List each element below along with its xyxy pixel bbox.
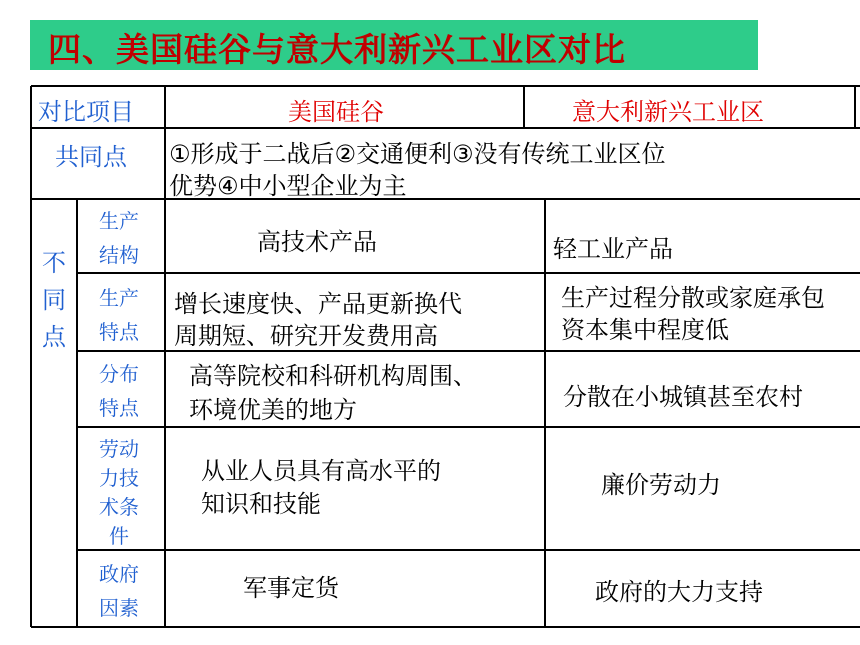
- it-cell-text: 政府的大力支持: [595, 578, 763, 606]
- common-text-line1: ①形成于二战后②交通便利③没有传统工业区位: [169, 140, 666, 168]
- row-label: 特点: [99, 396, 139, 420]
- row-label: 政府: [99, 562, 139, 586]
- row-label: 生产: [99, 286, 139, 310]
- row-label: 劳动: [99, 437, 139, 461]
- row-label: 因素: [99, 596, 139, 620]
- row-label: 力技: [99, 466, 139, 490]
- it-cell-text: 廉价劳动力: [601, 471, 721, 499]
- common-label: 共同点: [55, 143, 127, 171]
- us-cell-text: 高技术产品: [257, 228, 377, 256]
- it-cell-text: 轻工业产品: [553, 235, 673, 263]
- it-cell-text: 资本集中程度低: [561, 316, 729, 344]
- row-label: 术条: [99, 495, 139, 519]
- us-cell-text: 增长速度快、产品更新换代: [174, 290, 462, 318]
- row-label: 分布: [99, 362, 139, 386]
- header-us: 美国硅谷: [288, 98, 384, 126]
- it-cell-text: 生产过程分散或家庭承包: [561, 284, 825, 312]
- header-it: 意大利新兴工业区: [572, 98, 764, 126]
- row-label: 生产: [99, 209, 139, 233]
- us-cell-text: 周期短、研究开发费用高: [174, 322, 438, 350]
- us-cell-text: 环境优美的地方: [189, 396, 357, 424]
- header-item: 对比项目: [38, 98, 134, 126]
- us-cell-text: 高等院校和科研机构周围、: [189, 362, 477, 390]
- us-cell-text: 从业人员具有高水平的: [201, 457, 441, 485]
- row-label: 件: [109, 524, 129, 548]
- page-title: 四、美国硅谷与意大利新兴工业区对比: [48, 30, 626, 69]
- common-text-line2: 优势④中小型企业为主: [169, 172, 407, 200]
- us-cell-text: 军事定货: [243, 574, 339, 602]
- it-cell-text: 分散在小城镇甚至农村: [563, 383, 803, 411]
- diff-label-char-3: 点: [42, 323, 66, 351]
- us-cell-text: 知识和技能: [201, 490, 321, 518]
- diff-label-char-2: 同: [42, 286, 66, 314]
- diff-label-char-1: 不: [42, 249, 66, 277]
- row-label: 特点: [99, 320, 139, 344]
- row-label: 结构: [99, 243, 139, 267]
